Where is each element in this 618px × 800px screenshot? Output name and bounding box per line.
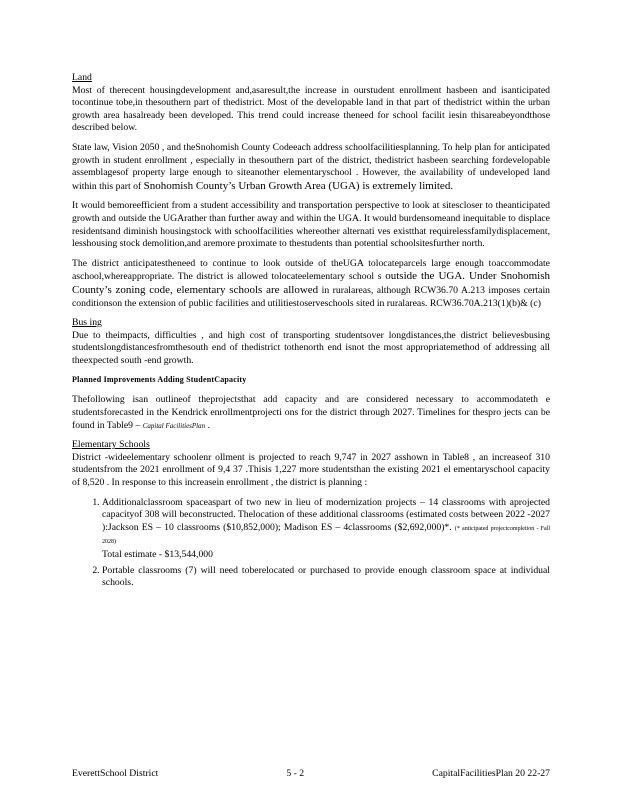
planned-paragraph-end: . <box>207 419 210 431</box>
busing-heading: Bus ing <box>72 317 102 329</box>
list-item-total: Total estimate - $13,544,000 <box>102 549 213 560</box>
list-item-text: Portable classrooms (7) will need toberelocated or purchased to provide enough classroom space at individual schools. <box>102 564 550 589</box>
planned-paragraph <box>72 394 550 432</box>
list-item-note: (* anticipated projectcompletion - Fall 2028) <box>102 525 550 546</box>
footer-left: EverettSchool District <box>72 768 159 779</box>
footer-right: CapitalFacilitiesPlan 20 22-27 <box>432 768 550 779</box>
document-page <box>72 72 550 593</box>
land-paragraph-4-rcw: in ruralareas, although RCW36.70 A.213 imposes certain conditionson the extension of public facilities and utilitiestoserveschools sited in ruralareas. RCW36.70A.213(1)(b)& (c) <box>72 284 550 309</box>
land-paragraph-2-uga: Snohomish County’s Urban Growth Area (UGA) is extremely limited. <box>143 179 454 192</box>
land-paragraph-2-text: State law, Vision 2050 , and theSnohomish County Codeeach address schoolfacilitiesplanning. To help plan for anticipated growth in student enrollment , especially in thesouthern part of the district, thedistrict hasbeen searching fordevelopable assemblagesof property large enough to siteanother elementaryschool . However, the availability of undeveloped land within this part of <box>72 141 550 192</box>
land-paragraph-3: It would bemoreefficient from a student accessibility and transportation perspective to look at sitescloser to theanticipated growth and outside the UGArather than further away and within the UGA. It would burdensomeand inequitable to displace residentsand diminish housingstock with schoolfacilities whereother alternati ves existthat requirelessfamilydisplacement, lesshousing stock demolition,and aremore proximate to thestudents than potential schoolsitesfurther north. <box>72 200 550 250</box>
planned-heading: Planned Improvements Adding StudentCapacity <box>72 375 247 385</box>
planned-paragraph-italic: Capital FacilitiesPlan <box>142 421 206 430</box>
elementary-paragraph: District -wideelementary schoolenr ollment is projected to reach 9,747 in 2027 asshown in Table8 , an increaseof 310 studentsfrom the 2021 enrollment of 9,4 37 .Thisis 1,227 more studentsthan the existing 2021 el ementaryschool capacity of 8,520 . In response to this increasein enrollment , the district is planning : <box>72 451 550 489</box>
list-item <box>102 565 550 590</box>
land-heading: Land <box>72 72 92 83</box>
land-paragraph-1: Most of therecent housingdevelopment and,asaresult,the increase in ourstudent enrollment hasbeen and isanticipated tocontinue tobe,in thesouthern part of thedistrict. Most of the developable land in that part of thedistrict within the urban growth area hasalready been developed. This trend could increase theneed for school facilit iesin thisareabeyondthose described below. <box>72 84 550 134</box>
land-paragraph-4-text: The district anticipatestheneed to continue to look outside of theUGA tolocateparcels large enough toaccommodate aschool,whereappropriate. The district is allowed tolocateelementary school s <box>72 257 550 283</box>
list-item <box>102 497 550 562</box>
land-paragraph-4 <box>72 258 550 310</box>
page-footer <box>72 768 550 779</box>
busing-paragraph: Due to theimpacts, difficulties , and high cost of transporting studentsover longdistances,the district believesbusing studentslongdistancesfromthesouth end of thedistrict tothenorth end isnot the most appropriatemethod of addressing all theexpected south -end growth. <box>72 329 550 366</box>
elementary-plan-list <box>72 497 550 590</box>
elementary-heading: Elementary Schools <box>72 439 150 451</box>
land-paragraph-2 <box>72 142 550 193</box>
footer-page-number: 5 - 2 <box>286 768 305 779</box>
planned-paragraph-text: Thefollowing isan outlineof theprojectsthat add capacity and are considered necessary to accommodateth e studentsforecasted in the Kendrick enrollmentprojecti ons for the district through 2027. Timelines for thespro jects can be found in Table9 – <box>72 394 550 431</box>
land-paragraph-4-zoning: outside the UGA. Under Snohomish County’s zoning code, elementary schools are allowed <box>72 270 551 296</box>
list-item-text: Additionalclassroom spaceaspart of two new in lieu of modernization projects – 14 classrooms with aprojected capacityof 308 will beconstructed. Thelocation of these additional classrooms (estimated costs between 2022 -2027 ):Jackson ES – 10 classrooms ($10,852,000); Madison ES – 4classrooms ($2,692,000)*. <box>102 496 550 533</box>
